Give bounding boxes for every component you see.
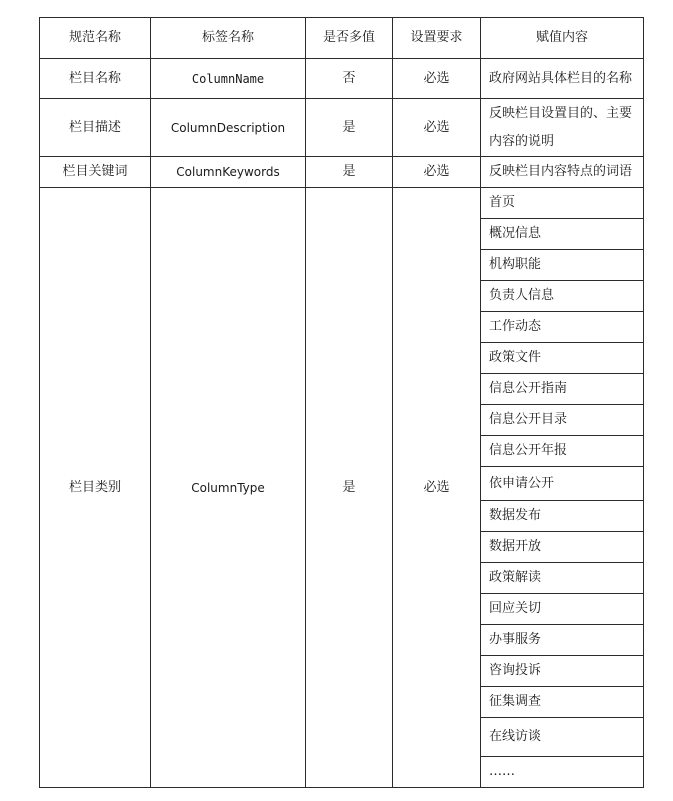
multi-value-cell: 是 [306,157,393,188]
column-type-value: 政策解读 [481,563,644,594]
spec-name-cell: 栏目关键词 [40,157,151,188]
column-type-value: 政策文件 [481,343,644,374]
table-row [40,59,644,99]
multi-value-cell: 是 [306,99,393,157]
content-line-2: 内容的说明 [489,133,555,149]
column-type-value: 信息公开指南 [481,374,644,405]
content-line-1: 反映栏目设置目的、主要 [489,105,633,121]
column-type-value: 首页 [481,188,644,219]
tag-name-cell: ColumnKeywords [151,157,306,188]
multi-value-cell: 是 [306,188,393,788]
column-type-value: 机构职能 [481,250,644,281]
column-type-value: 办事服务 [481,625,644,656]
spec-name-cell: 栏目名称 [40,59,151,99]
header-spec-name: 规范名称 [40,18,151,59]
header-content: 赋值内容 [481,18,644,59]
tag-name-cell: ColumnType [151,188,306,788]
column-type-value-ellipsis: …… [481,757,644,788]
requirement-cell: 必选 [393,157,481,188]
table-row [40,99,644,157]
requirement-cell: 必选 [393,188,481,788]
spec-name-cell: 栏目描述 [40,99,151,157]
header-row [40,18,644,59]
column-type-value: 概况信息 [481,219,644,250]
content-cell: 政府网站具体栏目的名称 [481,59,644,99]
content-cell: 反映栏目内容特点的词语 [481,157,644,188]
column-type-value: 依申请公开 [481,467,644,501]
column-type-row [40,188,644,219]
column-type-value: 信息公开目录 [481,405,644,436]
column-type-value: 在线访谈 [481,718,644,757]
header-tag-name: 标签名称 [151,18,306,59]
column-type-value: 咨询投诉 [481,656,644,687]
requirement-cell: 必选 [393,99,481,157]
column-type-value: 回应关切 [481,594,644,625]
metadata-spec-table [39,17,644,788]
tag-name-cell: ColumnDescription [151,99,306,157]
spec-name-cell: 栏目类别 [40,188,151,788]
column-type-value: 数据开放 [481,532,644,563]
tag-name-cell: ColumnName [151,59,306,99]
header-requirement: 设置要求 [393,18,481,59]
requirement-cell: 必选 [393,59,481,99]
column-type-value: 数据发布 [481,501,644,532]
header-multi-value: 是否多值 [306,18,393,59]
multi-value-cell: 否 [306,59,393,99]
content-cell [481,99,644,157]
column-type-value: 信息公开年报 [481,436,644,467]
column-type-value: 征集调查 [481,687,644,718]
table-row [40,157,644,188]
column-type-value: 工作动态 [481,312,644,343]
column-type-value: 负责人信息 [481,281,644,312]
